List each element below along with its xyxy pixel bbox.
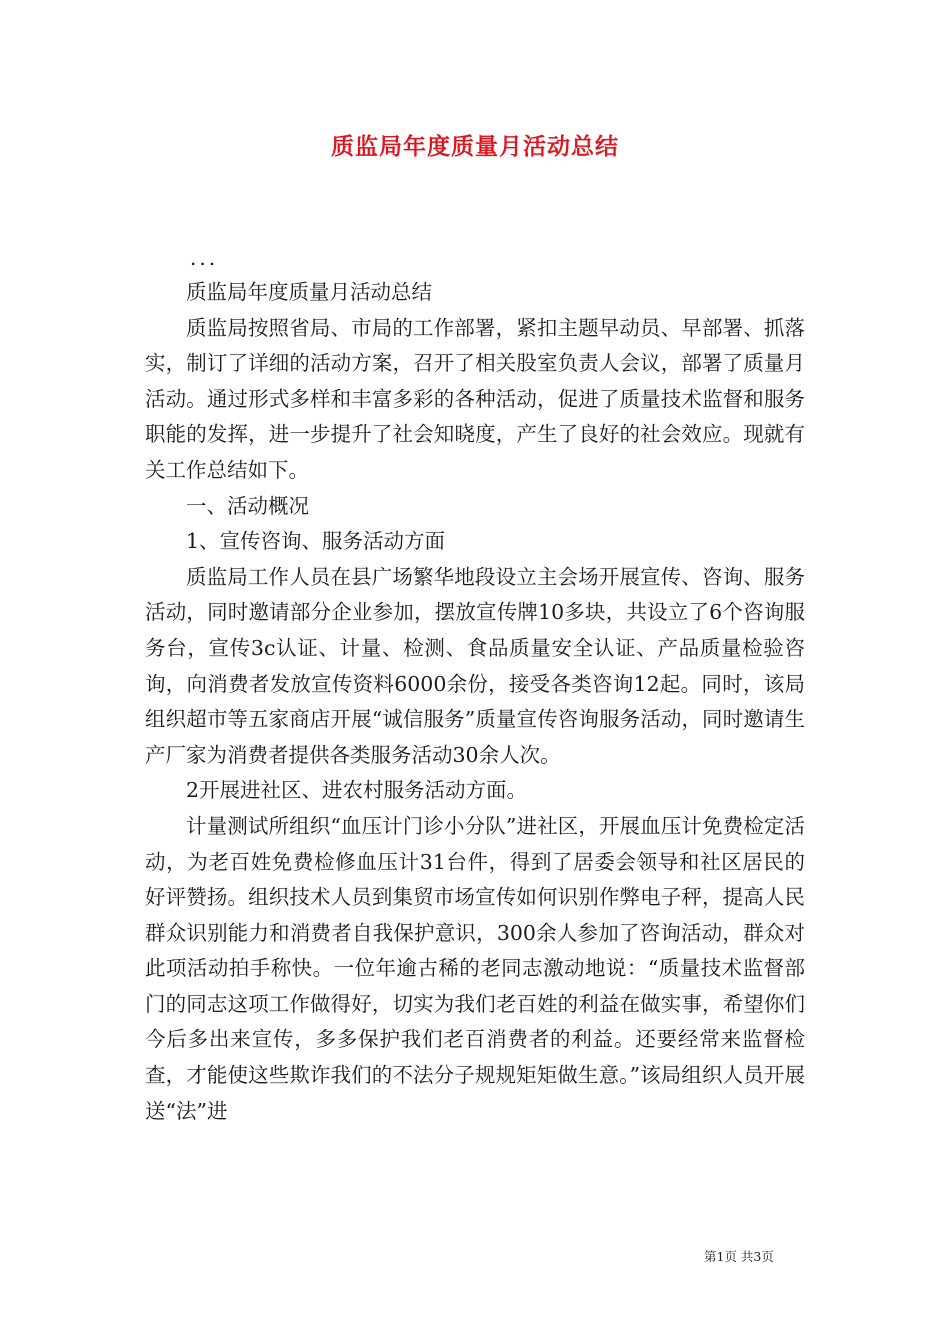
subsection-heading-community: 2开展进社区、进农村服务活动方面。: [186, 778, 528, 803]
paragraph-intro: 质监局按照省局、市局的工作部署，紧扣主题早动员、早部署、抓落实，制订了详细的活动方案，召开了相关股室负责人会议，部署了质量月活动。通过形式多样和丰富多彩的各种活动，促进了质量技术监督和服务职能的发挥，进一步提升了社会知晓度，产生了良好的社会效应。现就有关工作总结如下。: [145, 315, 805, 482]
ellipsis-marker: ...: [190, 246, 219, 270]
paragraph-subtitle: 质监局年度质量月活动总结: [186, 280, 432, 304]
paragraph-publicity: 质监局工作人员在县广场繁华地段设立主会场开展宣传、咨询、服务活动，同时邀请部分企业参加，摆放宣传牌10多块，共设立了6个咨询服务台，宣传3c认证、计量、检测、食品质量安全认证、产品质量检验咨询，向消费者发放宣传资料6000余份，接受各类咨询12起。同时，该局组织超市等五家商店开展“诚信服务”质量宣传咨询服务活动，同时邀请生产厂家为消费者提供各类服务活动30余人次。: [145, 564, 805, 767]
document-title: 质监局年度质量月活动总结: [331, 133, 619, 160]
section-heading-overview: 一、活动概况: [186, 493, 309, 518]
document-body: [145, 275, 805, 1129]
paragraph-community: 计量测试所组织“血压计门诊小分队”进社区，开展血压计免费检定活动，为老百姓免费检修血压计31台件，得到了居委会领导和社区居民的好评赞扬。组织技术人员到集贸市场宣传如何识别作弊电子秤，提高人民群众识别能力和消费者自我保护意识，300余人参加了咨询活动，群众对此项活动拍手称快。一位年逾古稀的老同志激动地说：“质量技术监督部门的同志这项工作做得好，切实为我们老百姓的利益在做实事，希望你们今后多出来宣传，多多保护我们老百消费者的利益。还要经常来监督检查，才能使这些欺诈我们的不法分子规规矩矩做生意。”该局组织人员开展送“法”进: [145, 813, 805, 1123]
page-number-footer: 第1页 共3页: [704, 1249, 774, 1264]
subsection-heading-publicity: 1、宣传咨询、服务活动方面: [186, 529, 446, 554]
